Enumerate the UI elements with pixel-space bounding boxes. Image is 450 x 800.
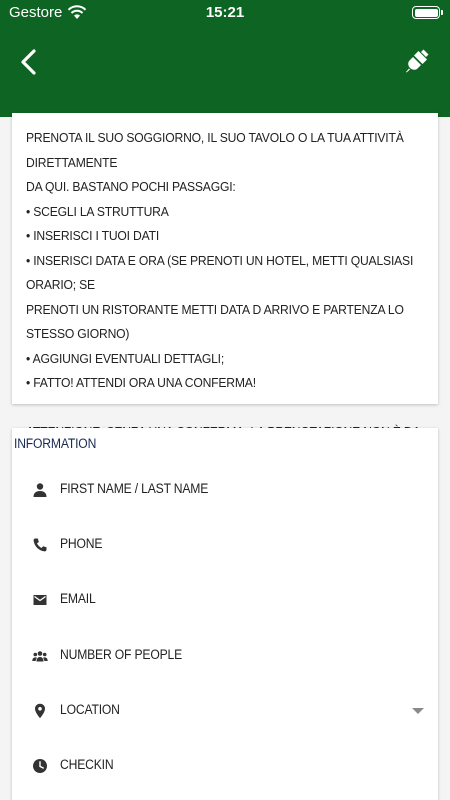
info-text — [26, 126, 424, 469]
info-line: • SCEGLI LA STRUTTURA — [26, 203, 169, 219]
info-line: DA QUI. BASTANO POCHI PASSAGGI: — [26, 179, 236, 194]
checkin-field[interactable] — [12, 740, 438, 794]
dropdown-arrow-icon[interactable] — [412, 708, 424, 714]
info-line: PRENOTA IL SUO SOGGIORNO, IL SUO TAVOLO O LA TUA ATTIVITÀ DIRETTAMENTE — [26, 130, 404, 170]
people-field[interactable] — [12, 630, 438, 684]
carrier-label: Gestore — [9, 4, 63, 21]
info-line: • FATTO! ATTENDI ORA UNA CONFERMA! — [26, 375, 256, 390]
phone-field[interactable] — [12, 519, 438, 573]
paint-brush-icon[interactable] — [404, 48, 430, 74]
location-select[interactable] — [12, 685, 438, 739]
location-field-label: LOCATION — [60, 702, 120, 717]
clock-icon — [32, 758, 48, 774]
info-line: • INSERISCI I TUOI DATI — [26, 228, 160, 243]
checkin-field-label: CHECKIN — [60, 757, 114, 772]
email-field[interactable] — [12, 574, 438, 628]
battery-icon — [412, 6, 440, 19]
status-bar — [0, 0, 450, 28]
info-line: • AGGIUNGI EVENTUALI DETTAGLI; — [26, 350, 225, 366]
name-field-label: FIRST NAME / LAST NAME — [60, 481, 209, 496]
group-icon — [32, 648, 48, 664]
info-card — [12, 113, 438, 404]
person-icon — [32, 482, 48, 498]
map-pin-icon — [32, 703, 48, 719]
email-field-label: EMAIL — [60, 591, 96, 606]
info-line: • INSERISCI DATA E ORA (SE PRENOTI UN HOTEL, METTI QUALSIASI ORARIO; SE — [26, 252, 414, 292]
clock-time: 15:21 — [205, 4, 245, 21]
app-header — [0, 0, 450, 117]
envelope-icon — [32, 592, 48, 608]
people-field-label: NUMBER OF PEOPLE — [60, 647, 183, 662]
phone-icon — [32, 537, 48, 553]
name-field[interactable] — [12, 464, 438, 518]
info-line: PRENOTI UN RISTORANTE METTI DATA D ARRIVO E PARTENZA LO STESSO GIORNO) — [26, 301, 404, 341]
phone-field-label: PHONE — [60, 536, 103, 551]
section-title: INFORMATION — [14, 436, 97, 451]
chevron-left-icon[interactable] — [14, 46, 46, 78]
battery-tip — [441, 10, 443, 15]
